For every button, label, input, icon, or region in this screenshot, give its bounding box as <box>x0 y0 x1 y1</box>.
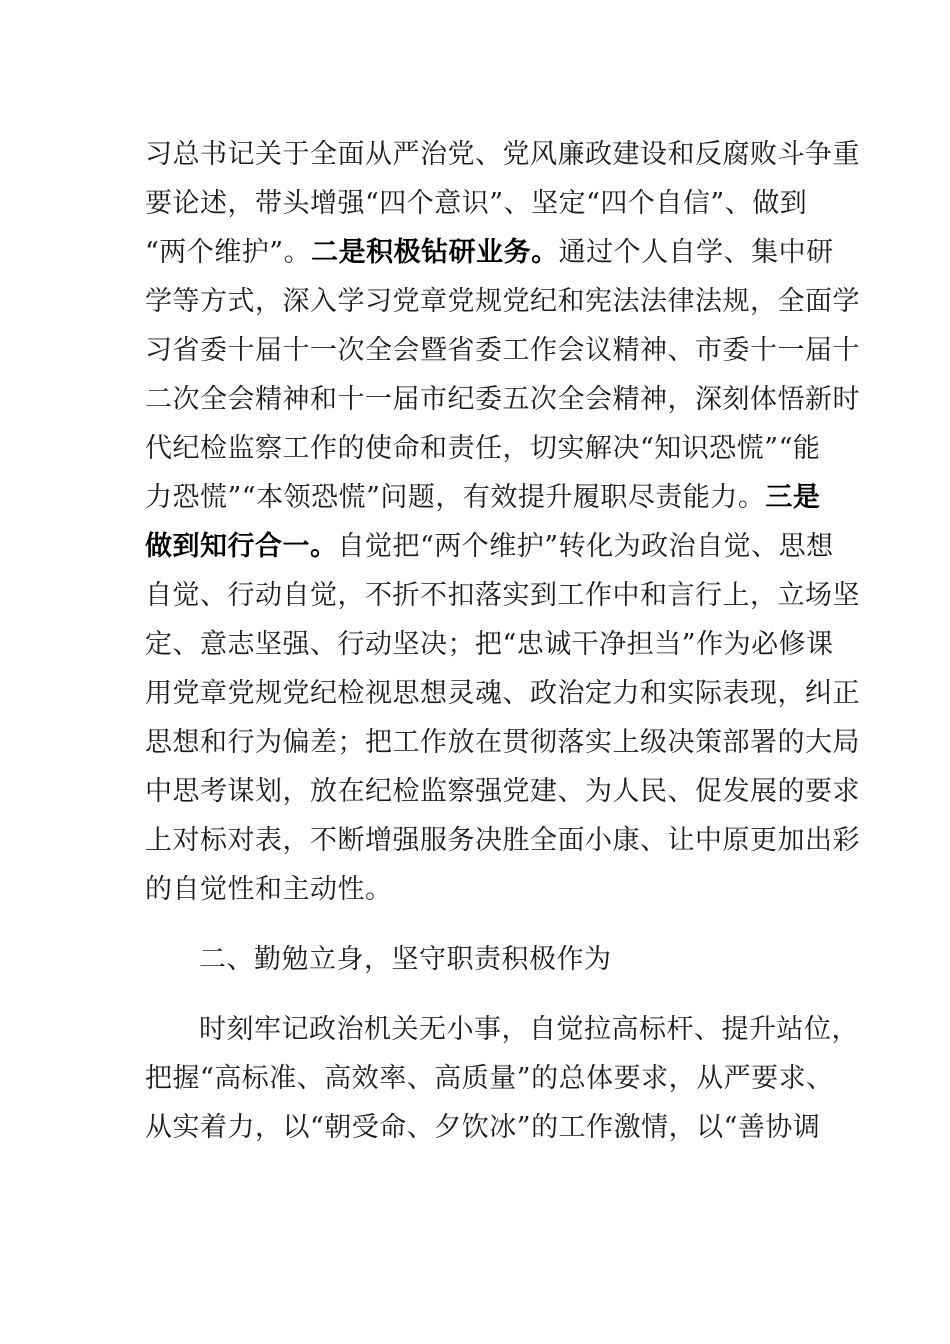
section-heading: 二、勤勉立身，坚守职责积极作为 <box>199 944 612 975</box>
body-line-13: 思想和行为偏差；把工作放在贯彻落实上级决策部署的大局 <box>145 727 860 758</box>
body-text: 通过个人自学、集中研 <box>558 237 834 268</box>
bold-point-two: 二是积极钻研业务。 <box>311 237 559 268</box>
para2-line-3: 从实着力，以“朝受命、夕饮冰”的工作激情，以“善协调 <box>145 1112 821 1143</box>
body-line-16: 的自觉性和主动性。 <box>145 874 393 905</box>
body-line-3 <box>145 233 834 273</box>
body-line-10: 自觉、行动自觉，不折不扣落实到工作中和言行上，立场坚 <box>145 580 860 611</box>
body-text: 力恐慌”“本领恐慌”问题，有效提升履职尽责能力。 <box>145 482 766 513</box>
body-line-8 <box>145 478 821 518</box>
body-line-7: 代纪检监察工作的使命和责任，切实解决“知识恐慌”“能 <box>145 433 821 464</box>
body-line-2: 要论述，带头增强“四个意识”、坚定“四个自信”、做到 <box>145 188 808 219</box>
body-line-12: 用党章党规党纪检视思想灵魂、政治定力和实际表现，纠正 <box>145 678 860 709</box>
body-line-6: 二次全会精神和十一届市纪委五次全会精神，深刻体悟新时 <box>145 384 860 415</box>
para2-line-2: 把握“高标准、高效率、高质量”的总体要求，从严要求、 <box>145 1063 834 1094</box>
body-text: 自觉把“两个维护”转化为政治自觉、思想 <box>337 531 834 562</box>
body-line-4: 学等方式，深入学习党章党规党纪和宪法法律法规，全面学 <box>145 286 860 317</box>
body-line-14: 中思考谋划，放在纪检监察强党建、为人民、促发展的要求 <box>145 776 860 807</box>
body-text: “两个维护”。 <box>145 237 312 268</box>
body-line-11: 定、意志坚强、行动坚决；把“忠诚干净担当”作为必修课 <box>145 629 834 660</box>
bold-point-three-start: 三是 <box>765 482 821 513</box>
body-line-1: 习总书记关于全面从严治党、党风廉政建设和反腐败斗争重 <box>145 139 860 170</box>
body-line-15: 上对标对表，不断增强服务决胜全面小康、让中原更加出彩 <box>145 825 860 856</box>
bold-point-three-end: 做到知行合一。 <box>145 531 338 562</box>
body-line-9 <box>145 527 834 567</box>
para2-line-1: 时刻牢记政治机关无小事，自觉拉高标杆、提升站位， <box>199 1014 859 1045</box>
body-line-5: 习省委十届十一次全会暨省委工作会议精神、市委十一届十 <box>145 335 860 366</box>
